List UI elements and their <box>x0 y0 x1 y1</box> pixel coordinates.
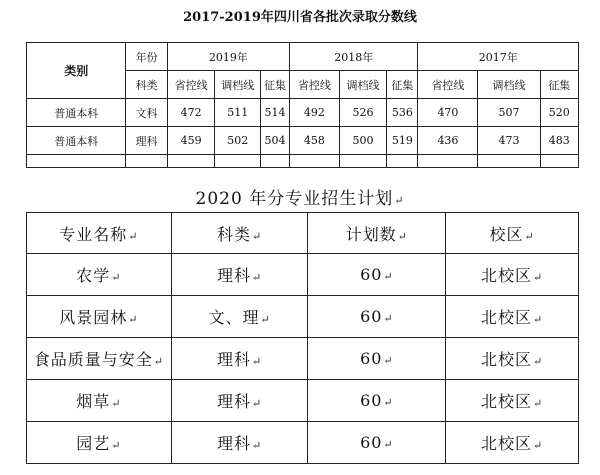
header-plan <box>308 213 446 254</box>
major-cell <box>27 254 172 296</box>
return-mark-icon: ↵ <box>524 229 535 243</box>
score-cell: 536 <box>387 99 418 127</box>
score-cell: 500 <box>339 127 387 155</box>
return-mark-icon: ↵ <box>383 312 394 325</box>
plan-cell <box>308 254 446 296</box>
subject-cell <box>171 422 308 464</box>
subheader-provincial-line: 省控线 <box>290 71 340 99</box>
score-cell: 526 <box>339 99 387 127</box>
campus-cell <box>446 422 579 464</box>
return-mark-icon: ↵ <box>533 355 544 368</box>
subheader-admission-line: 调档线 <box>215 71 261 99</box>
subject-text: 文、理 <box>208 308 260 327</box>
subject-text: 理科 <box>216 266 251 285</box>
plan-table-header-row <box>27 213 579 254</box>
score-cell: 458 <box>290 127 340 155</box>
return-mark-icon: ↵ <box>533 313 544 326</box>
plan-cell <box>308 380 446 422</box>
plan-table-title-text: 2020 年分专业招生计划 <box>195 189 394 209</box>
campus-cell <box>446 338 579 380</box>
category-cell: 普通本科 <box>27 99 126 127</box>
header-year-2018: 2018年 <box>290 43 418 71</box>
return-mark-icon: ↵ <box>251 355 263 368</box>
return-mark-icon: ↵ <box>251 229 263 243</box>
table-row <box>27 99 579 127</box>
campus-text: 北校区 <box>481 350 533 369</box>
score-cell: 502 <box>215 127 261 155</box>
subject-text: 理科 <box>216 350 251 369</box>
campus-cell <box>446 254 579 296</box>
major-cell <box>27 380 172 422</box>
score-cell: 459 <box>167 127 215 155</box>
score-cell: 520 <box>540 99 578 127</box>
plan-text: 60 <box>360 349 383 368</box>
return-mark-icon: ↵ <box>111 439 122 452</box>
header-year-2019: 2019年 <box>167 43 289 71</box>
header-campus-text: 校区 <box>489 224 524 244</box>
header-subject: 科类 <box>126 71 167 99</box>
major-cell <box>27 296 172 338</box>
major-text: 食品质量与安全 <box>33 350 153 369</box>
return-mark-icon: ↵ <box>383 438 394 451</box>
campus-text: 北校区 <box>481 308 533 327</box>
header-category: 类别 <box>27 43 126 99</box>
major-text: 农学 <box>76 266 111 285</box>
return-mark-icon: ↵ <box>251 397 263 410</box>
subject-text: 理科 <box>216 434 251 453</box>
table-row <box>27 422 579 464</box>
header-year-2017: 2017年 <box>418 43 579 71</box>
score-table-header-row <box>27 43 579 71</box>
major-cell <box>27 422 172 464</box>
subject-cell <box>171 338 308 380</box>
return-mark-icon: ↵ <box>251 271 263 284</box>
subheader-admission-line: 调档线 <box>478 71 540 99</box>
subheader-admission-line: 调档线 <box>339 71 387 99</box>
table-row <box>27 380 579 422</box>
table-row <box>27 296 579 338</box>
major-text: 风景园林 <box>59 308 128 327</box>
return-mark-icon: ↵ <box>128 313 139 326</box>
subject-cell <box>171 380 308 422</box>
return-mark-icon: ↵ <box>111 271 122 284</box>
return-mark-icon: ↵ <box>383 354 394 367</box>
plan-cell <box>308 296 446 338</box>
subject-cell: 理科 <box>126 127 167 155</box>
header-campus <box>446 213 579 254</box>
plan-text: 60 <box>360 433 383 452</box>
plan-cell <box>308 338 446 380</box>
return-mark-icon: ↵ <box>153 355 164 368</box>
score-cell: 519 <box>387 127 418 155</box>
campus-cell <box>446 380 579 422</box>
header-major <box>27 213 172 254</box>
table-row <box>27 254 579 296</box>
subject-cell: 文科 <box>126 99 167 127</box>
score-cell: 511 <box>215 99 261 127</box>
return-mark-icon: ↵ <box>111 397 122 410</box>
category-cell: 普通本科 <box>27 127 126 155</box>
return-mark-icon: ↵ <box>383 396 394 409</box>
subheader-collection: 征集 <box>540 71 578 99</box>
score-cell: 470 <box>418 99 478 127</box>
return-mark-icon: ↵ <box>533 439 544 452</box>
plan-table <box>26 212 579 464</box>
subject-cell <box>171 296 308 338</box>
campus-text: 北校区 <box>481 266 533 285</box>
score-cell: 483 <box>540 127 578 155</box>
campus-text: 北校区 <box>481 434 533 453</box>
subheader-provincial-line: 省控线 <box>167 71 215 99</box>
plan-text: 60 <box>360 307 383 326</box>
header-major-text: 专业名称 <box>59 224 128 244</box>
table-row <box>27 127 579 155</box>
plan-text: 60 <box>360 265 383 284</box>
header-subject <box>171 213 308 254</box>
subject-cell <box>171 254 308 296</box>
table-row <box>27 338 579 380</box>
score-cell: 436 <box>418 127 478 155</box>
subheader-collection: 征集 <box>261 71 290 99</box>
return-mark-icon: ↵ <box>128 229 139 243</box>
score-table-title: 2017-2019年四川省各批次录取分数线 <box>183 10 417 25</box>
score-cell: 514 <box>261 99 290 127</box>
subject-text: 理科 <box>216 392 251 411</box>
major-text: 园艺 <box>76 434 111 453</box>
plan-table-title <box>0 184 600 209</box>
score-cell: 492 <box>290 99 340 127</box>
return-mark-icon: ↵ <box>251 439 263 452</box>
return-mark-icon: ↵ <box>394 194 405 207</box>
subheader-provincial-line: 省控线 <box>418 71 478 99</box>
score-cell: 504 <box>261 127 290 155</box>
plan-cell <box>308 422 446 464</box>
return-mark-icon: ↵ <box>383 270 394 283</box>
header-year: 年份 <box>126 43 167 71</box>
campus-cell <box>446 296 579 338</box>
return-mark-icon: ↵ <box>533 271 544 284</box>
plan-text: 60 <box>360 391 383 410</box>
score-cell: 507 <box>478 99 540 127</box>
table-row-empty <box>27 155 579 168</box>
score-cell: 473 <box>478 127 540 155</box>
return-mark-icon: ↵ <box>397 229 408 243</box>
return-mark-icon: ↵ <box>533 397 544 410</box>
major-cell <box>27 338 172 380</box>
header-plan-text: 计划数 <box>345 224 397 244</box>
campus-text: 北校区 <box>481 392 533 411</box>
return-mark-icon: ↵ <box>260 313 271 326</box>
score-cell: 472 <box>167 99 215 127</box>
score-table <box>26 42 579 168</box>
subheader-collection: 征集 <box>387 71 418 99</box>
major-text: 烟草 <box>76 392 111 411</box>
header-subject-text: 科类 <box>216 224 251 244</box>
